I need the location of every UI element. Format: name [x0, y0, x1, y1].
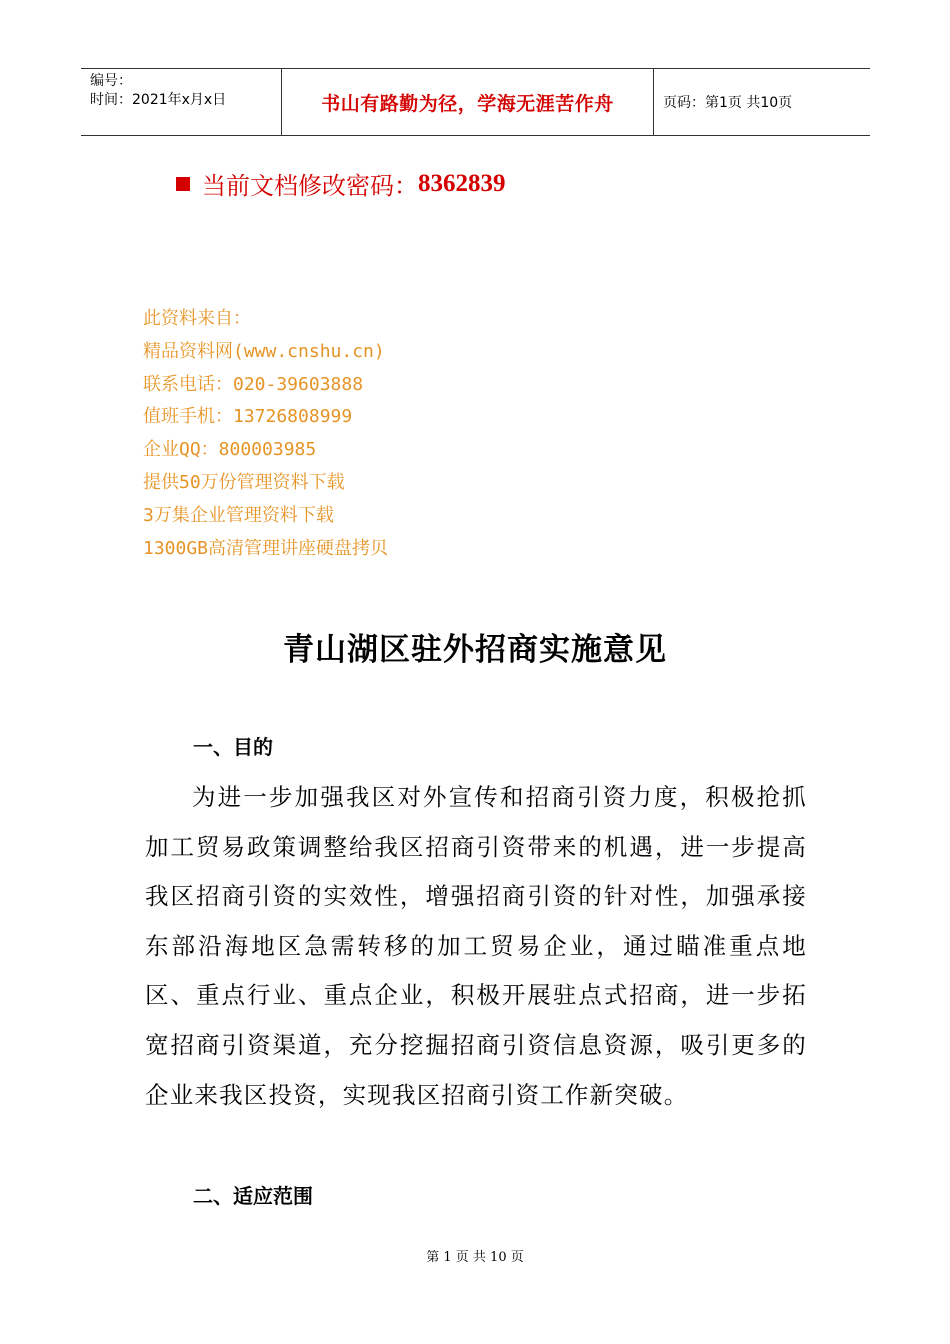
password-label: 当前文档修改密码： — [202, 172, 418, 200]
document-number: 编号： — [90, 73, 132, 89]
document-date: 时间：2021年x月x日 — [90, 92, 227, 108]
source-line: 此资料来自： — [143, 308, 251, 329]
source-website: 精品资料网(www.cnshu.cn) — [143, 340, 385, 362]
password-code: 8362839 — [418, 169, 506, 197]
password-notice — [176, 166, 506, 201]
section-heading-scope: 二、适应范围 — [193, 1184, 313, 1208]
header-page-info: 页码：第1页 共10页 — [663, 95, 793, 111]
source-line: 1300GB高清管理讲座硬盘拷贝 — [143, 537, 389, 559]
source-qq: 企业QQ：800003985 — [143, 439, 317, 461]
source-line: 3万集企业管理资料下载 — [143, 504, 334, 526]
section-paragraph-purpose: 为进一步加强我区对外宣传和招商引资力度，积极抢抓加工贸易政策调整给我区招商引资带来的机遇，进一步提高我区招商引资的实效性，增强招商引资的针对性，加强承接东部沿海地区急需转移的加工贸易企业，通过瞄准重点地区、重点行业、重点企业，积极开展驻点式招商，进一步拓宽招商引资渠道，充分挖掘招商引资信息资源，吸引更多的企业来我区投资，实现我区招商引资工作新突破。 — [145, 783, 807, 1109]
red-square-icon — [176, 177, 190, 191]
document-title: 青山湖区驻外招商实施意见 — [283, 632, 667, 668]
header-meta — [81, 69, 281, 135]
page-footer: 第 1 页 共 10 页 — [426, 1250, 524, 1265]
section-heading-purpose: 一、目的 — [193, 735, 273, 759]
source-info — [143, 303, 388, 565]
source-phone: 联系电话：020-39603888 — [143, 373, 364, 395]
source-mobile: 值班手机：13726808999 — [143, 406, 353, 428]
header-motto: 书山有路勤为径，学海无涯苦作舟 — [281, 69, 654, 135]
page-header — [81, 68, 870, 136]
source-line: 提供50万份管理资料下载 — [143, 471, 345, 493]
